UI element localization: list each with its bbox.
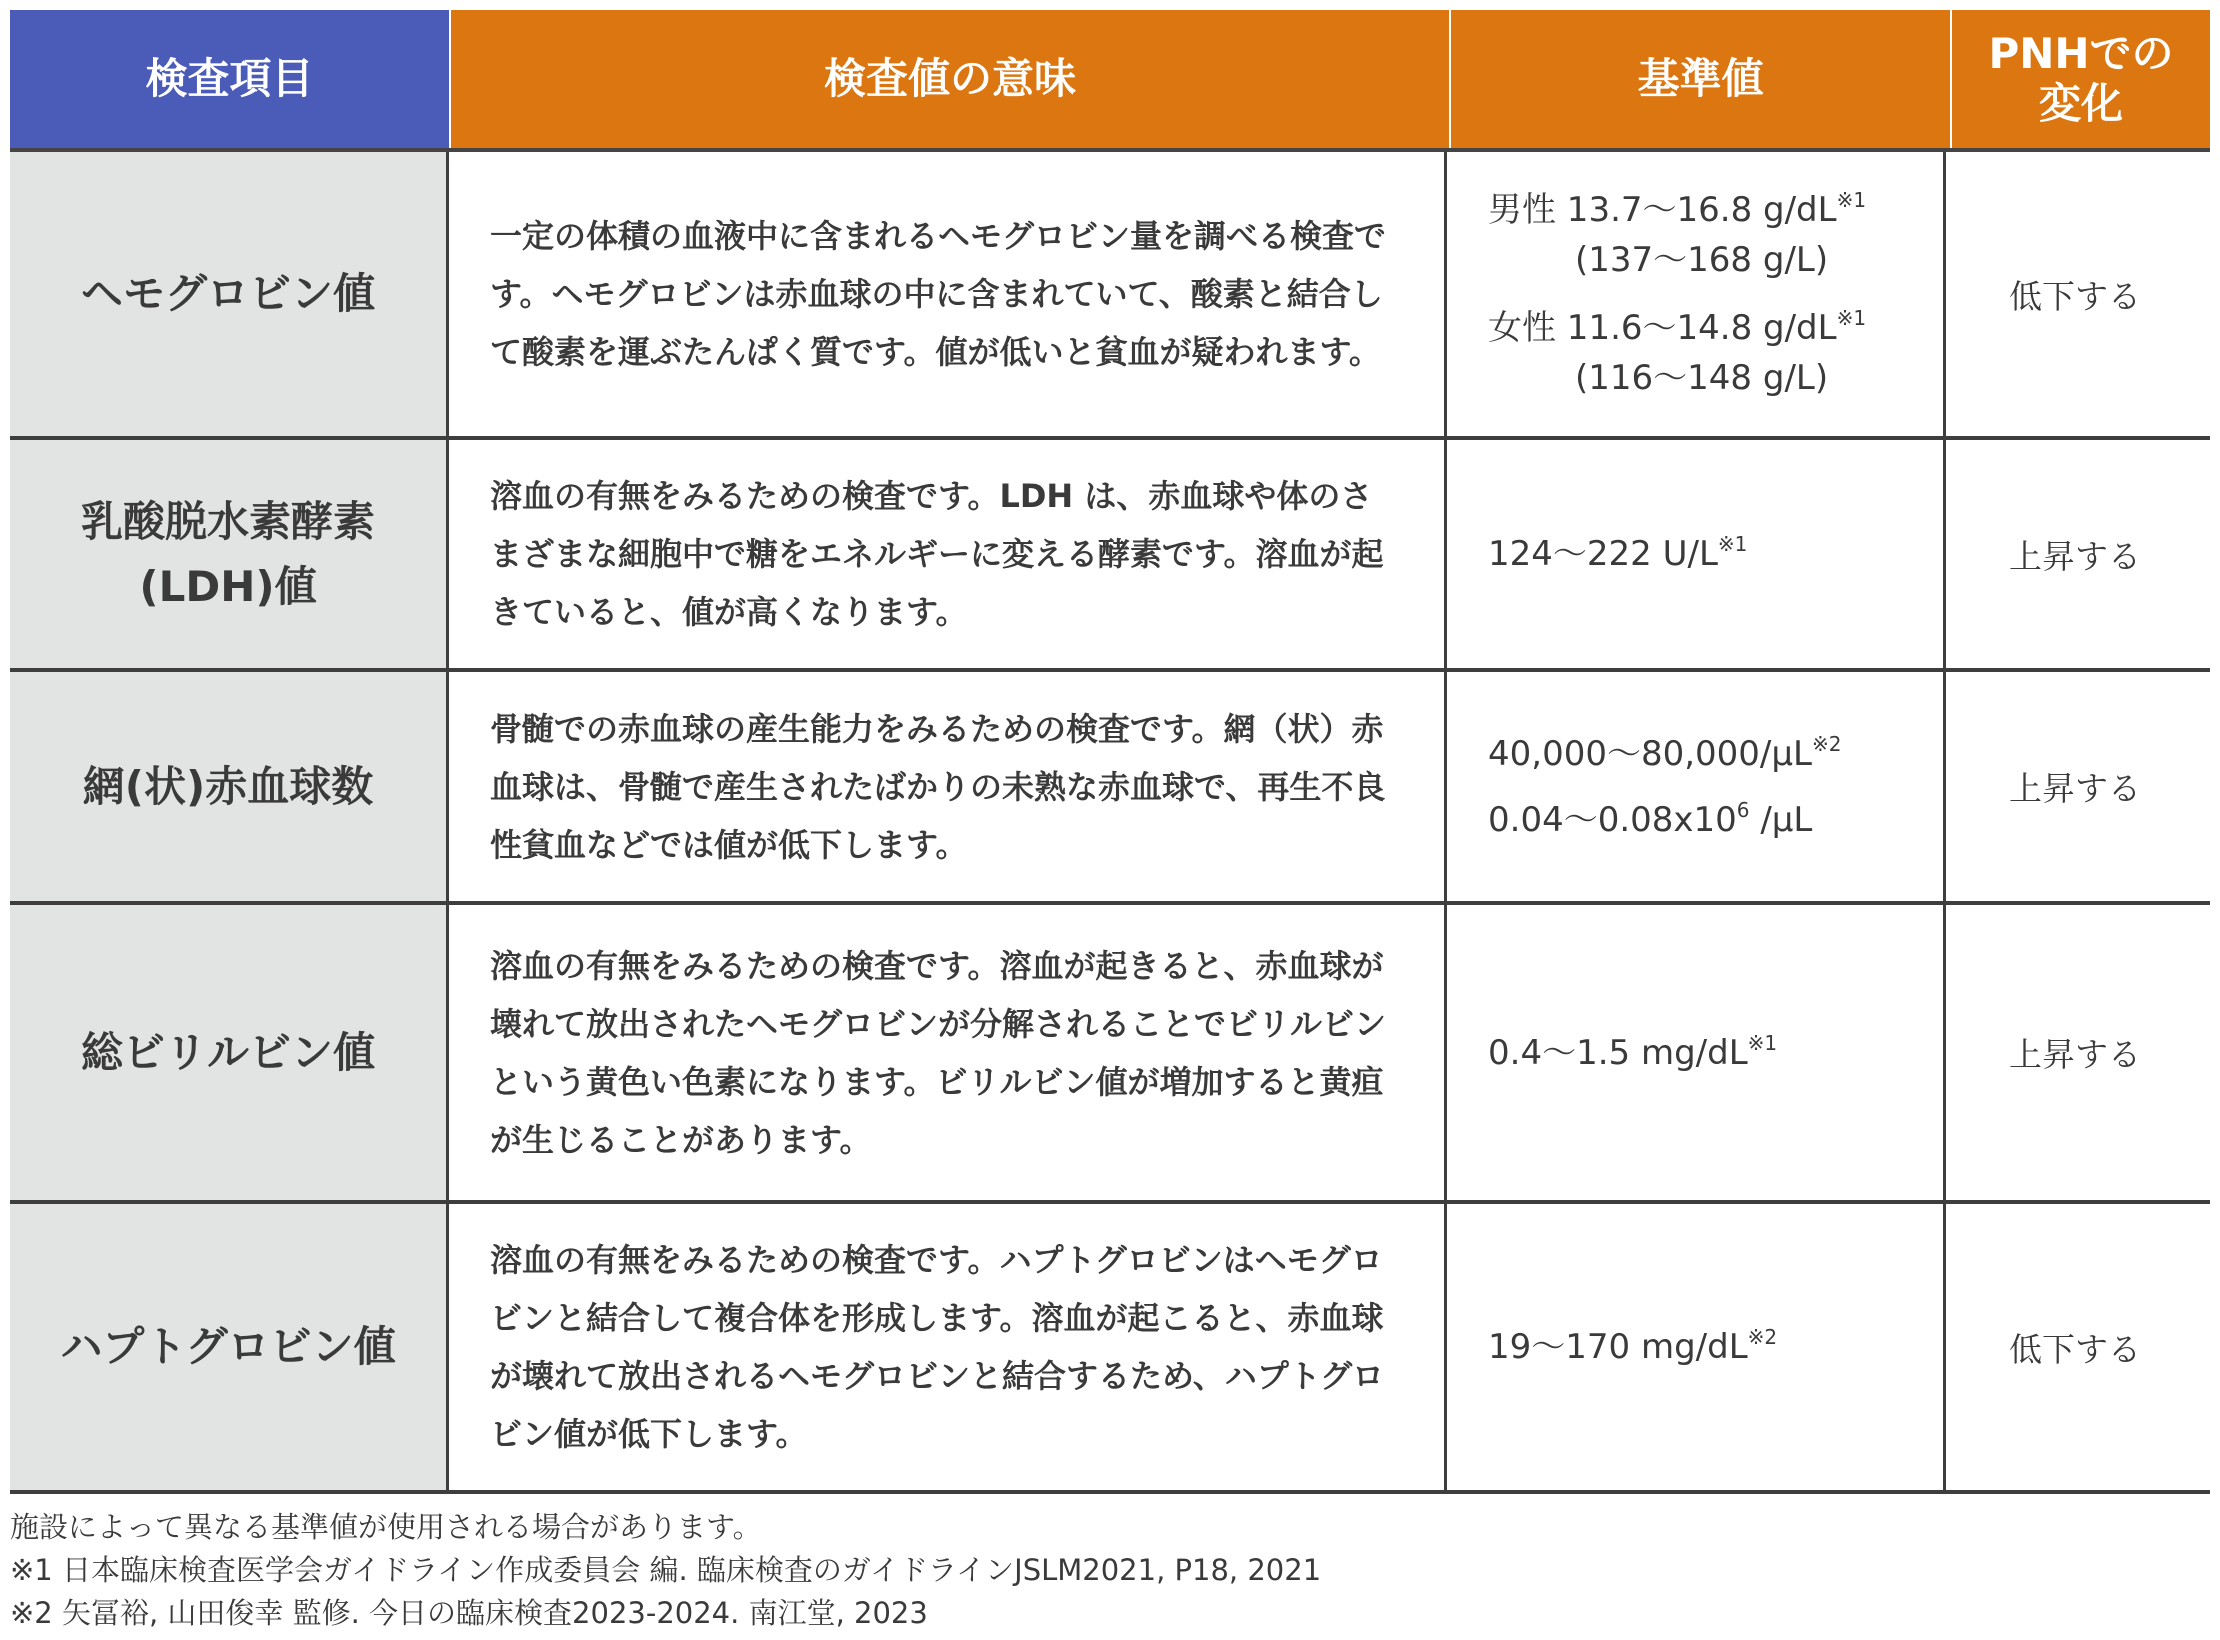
item-cell bbox=[10, 440, 449, 668]
table-row bbox=[10, 1204, 2210, 1494]
footnote-marker: ※1 bbox=[1747, 1030, 1778, 1055]
meaning-cell bbox=[449, 672, 1447, 901]
reference-line: 124～222 $U/L^{※1}$ bbox=[1488, 532, 1748, 574]
item-name: 総ビリルビン値 bbox=[80, 1027, 375, 1077]
footnote-marker: ※2 bbox=[1747, 1325, 1778, 1349]
footnote-marker: ※2 bbox=[1811, 731, 1842, 756]
reference-line: 19～170 $mg/dL^{※2}$ bbox=[1488, 1325, 1778, 1367]
item-name: ヘモグロビン値 bbox=[80, 269, 375, 319]
table-row bbox=[10, 905, 2210, 1204]
reference-cell bbox=[1447, 672, 1946, 901]
footnote-1: ※1 日本臨床検査医学会ガイドライン作成委員会 編. 臨床検査のガイドラインJSLM2021, P18, 2021 bbox=[10, 1553, 1322, 1587]
footnotes bbox=[10, 1506, 1321, 1635]
footnote-disclaimer: 施設によって異なる基準値が使用される場合があります。 bbox=[10, 1510, 762, 1544]
item-cell bbox=[10, 672, 449, 901]
exponent: 6 bbox=[1736, 797, 1750, 822]
meaning-text: 骨髄での赤血球の産生能力をみるための検査です。網（状）赤血球は、骨髄で産生されたばかりの未熟な赤血球で、再生不良性貧血などでは値が低下します。 bbox=[490, 709, 1386, 864]
reference-cell bbox=[1447, 1204, 1946, 1490]
meaning-text: 溶血の有無をみるための検査です。ハプトグロビンはヘモグロビンと結合して複合体を形成します。溶血が起こると、赤血球が壊れて放出されるヘモグロビンと結合するため、ハプトグロビン値が低下します。 bbox=[490, 1241, 1385, 1453]
table-row bbox=[10, 672, 2210, 905]
item-name: 網(状)赤血球数 bbox=[82, 761, 374, 811]
reference-line: $40,000\sim 80,000/\mu L^{※2}$ bbox=[1488, 731, 1842, 774]
pnh-change-cell: 低下する bbox=[2009, 1329, 2141, 1369]
header-item: 検査項目 bbox=[10, 10, 449, 148]
pnh-change-cell: 上昇する bbox=[2009, 769, 2141, 808]
meaning-text: 溶血の有無をみるための検査です。溶血が起きると、赤血球が壊れて放出されたヘモグロビンが分解されることでビリルビンという黄色い色素になります。ビリルビン値が増加すると黄疸が生じることがあります。 bbox=[490, 946, 1387, 1159]
pnh-change-cell: 低下する bbox=[2009, 276, 2141, 316]
item-name-sub: (LDH)値 bbox=[139, 562, 317, 611]
item-name: ハプトグロビン値 bbox=[60, 1322, 396, 1372]
table-row bbox=[10, 440, 2210, 672]
item-cell bbox=[10, 1204, 449, 1490]
reference-cell bbox=[1447, 905, 1946, 1200]
table-row bbox=[10, 152, 2210, 440]
meaning-text: 一定の体積の血液中に含まれるヘモグロビン量を調べる検査です。ヘモグロビンは赤血球の中に含まれていて、酸素と結合して酸素を運ぶたんぱく質です。値が低いと貧血が疑われます。 bbox=[490, 217, 1387, 371]
meaning-cell bbox=[449, 905, 1447, 1200]
meaning-text: 溶血の有無をみるための検査です。LDH は、赤血球や体のさまざまな細胞中で糖をエネルギーに変える酵素です。溶血が起きていると、値が高くなります。 bbox=[490, 477, 1384, 631]
meaning-cell bbox=[449, 440, 1447, 668]
reference-line: 0.4～1.5 $mg/dL^{※1}$ bbox=[1488, 1030, 1778, 1073]
item-cell bbox=[10, 905, 449, 1200]
footnote-marker: ※1 bbox=[1836, 306, 1867, 330]
header-pnh-change-line1: PNHでの bbox=[1988, 28, 2174, 78]
lab-test-table bbox=[10, 10, 2210, 1494]
reference-line: (137～168 g/L) bbox=[1575, 240, 1829, 280]
item-name: 乳酸脱水素酵素 bbox=[80, 496, 375, 546]
footnote-marker: ※1 bbox=[1836, 188, 1867, 212]
header-pnh-change-line2: 変化 bbox=[2038, 79, 2123, 128]
reference-line: (116～148 g/L) bbox=[1575, 358, 1829, 398]
footnote-2: ※2 矢冨裕, 山田俊幸 監修. 今日の臨床検査2023-2024. 南江堂, 2023 bbox=[10, 1596, 928, 1630]
pnh-change-cell: 上昇する bbox=[2009, 1035, 2141, 1074]
meaning-cell bbox=[449, 152, 1447, 436]
header-meaning: 検査値の意味 bbox=[449, 10, 1449, 148]
reference-cell bbox=[1447, 152, 1946, 436]
meaning-cell bbox=[449, 1204, 1447, 1490]
pnh-change-cell: 上昇する bbox=[2009, 536, 2141, 576]
table-header-row bbox=[10, 10, 2210, 152]
reference-line: $0.04\sim 0.08x10^6$ /μL bbox=[1488, 797, 1813, 840]
header-pnh-change bbox=[1950, 10, 2210, 148]
reference-line: 男性 13.7～16.8 $g/dL^{※1}$ bbox=[1488, 188, 1867, 230]
reference-line: 女性 11.6～14.8 $g/dL^{※1}$ bbox=[1488, 306, 1867, 348]
footnote-marker: ※1 bbox=[1717, 532, 1748, 556]
header-reference: 基準値 bbox=[1449, 10, 1950, 148]
item-cell bbox=[10, 152, 449, 436]
reference-cell bbox=[1447, 440, 1946, 668]
